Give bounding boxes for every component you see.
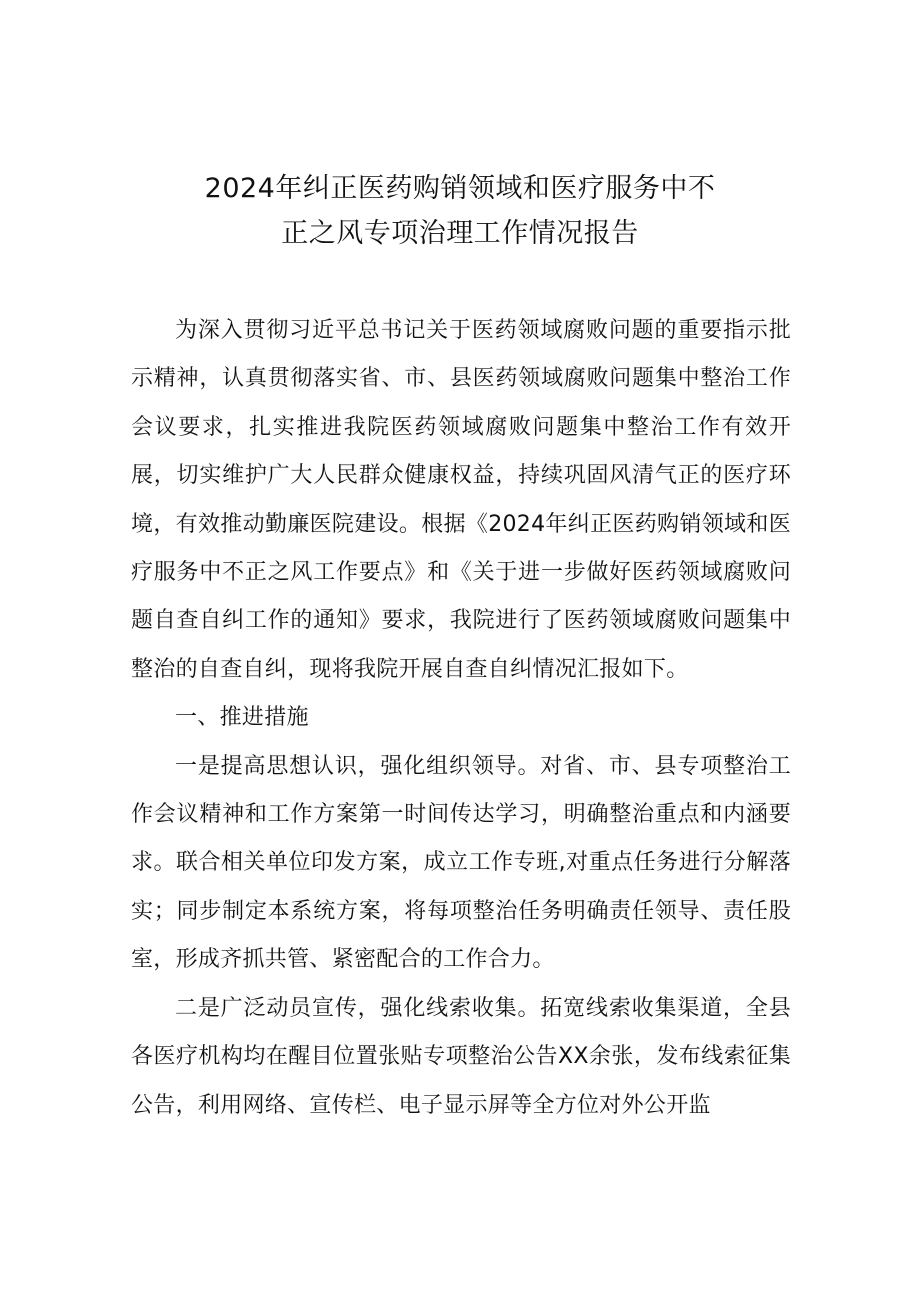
intro-paragraph: 为深入贯彻习近平总书记关于医药领域腐败问题的重要指示批示精神，认真贯彻落实省、市、县医药领域腐败问题集中整治工作会议要求，扎实推进我院医药领域腐败问题集中整治工作有效开展，切实维护广大人民群众健康权益，持续巩固风清气正的医疗环境，有效推动勤廉医院建设。根据《2024年纠正医药购销领域和医疗服务中不正之风工作要点》和《关于进一步做好医药领域腐败问题自查自纠工作的通知》要求，我院进行了医药领域腐败问题集中整治的自查自纠，现将我院开展自查自纠情况汇报如下。 [131,318,791,682]
section-heading-measures: 一、推进措施 [175,705,309,731]
title-line-2: 正之风专项治理工作情况报告 [281,218,639,249]
document-title [120,166,800,256]
measure-paragraph-2: 二是广泛动员宣传，强化线索收集。拓宽线索收集渠道，全县各医疗机构均在醒目位置张贴专项整治公告XX余张，发布线索征集公告，利用网络、宣传栏、电子显示屏等全方位对外公开监 [131,995,791,1118]
title-line-1: 2024年纠正医药购销领域和医疗服务中不 [204,173,716,204]
measure-paragraph-1: 一是提高思想认识，强化组织领导。对省、市、县专项整治工作会议精神和工作方案第一时间传达学习，明确整治重点和内涵要求。联合相关单位印发方案，成立工作专班,对重点任务进行分解落实；同步制定本系统方案，将每项整治任务明确责任领导、责任股室，形成齐抓共管、紧密配合的工作合力。 [131,753,791,973]
document-body [131,307,791,1130]
